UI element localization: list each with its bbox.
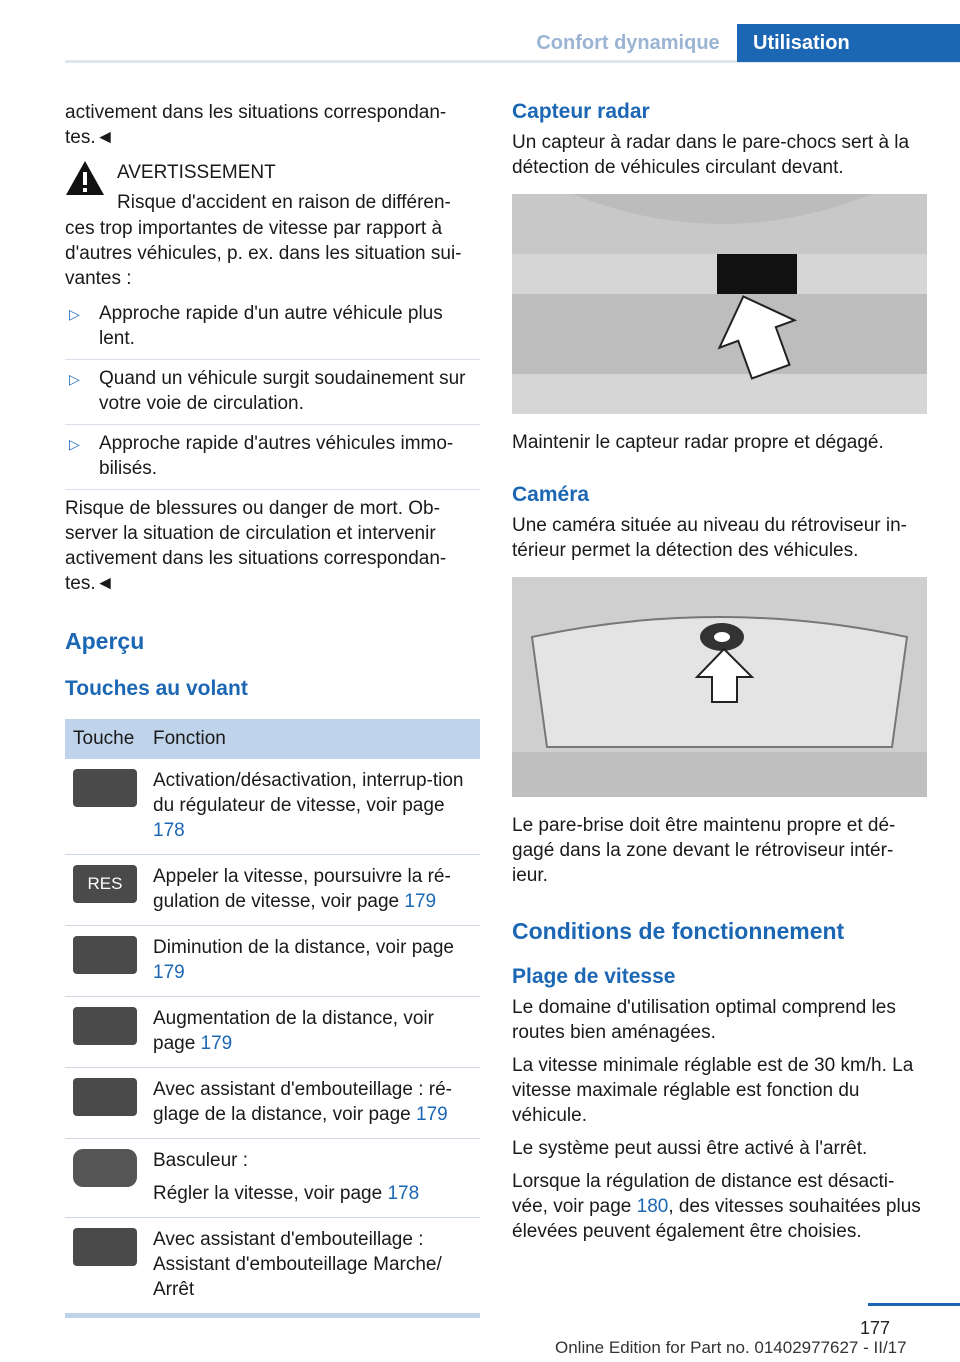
warning-line1: Risque d'accident en raison de différen-: [117, 192, 451, 213]
warning-list: [65, 301, 480, 490]
conditions-heading: Conditions de fonctionnement: [512, 918, 845, 944]
triangle-bullet-icon: ▷: [69, 306, 80, 322]
speed-heading: Plage de vitesse: [512, 965, 676, 988]
table-row: Diminution de la distance, voir page 179: [65, 926, 480, 997]
radar-heading: Capteur radar: [512, 100, 650, 123]
page-link[interactable]: 179: [404, 891, 437, 912]
list-item: ▷ Approche rapide d'autres véhicules immo-bilisés.: [65, 431, 480, 490]
keys-table: [65, 719, 480, 1313]
triangle-bullet-icon: ▷: [69, 436, 80, 452]
table-row: Activation/désactivation, interrup-tion du régulateur de vitesse, voir page 178: [65, 759, 480, 855]
distance-increase-icon: [73, 1007, 137, 1045]
table-bottom-rule: [65, 1313, 480, 1318]
intro-text: activement dans les situations correspondan-tes.◄: [65, 102, 447, 148]
warning-icon: [65, 160, 105, 196]
triangle-bullet-icon: ▷: [69, 371, 80, 387]
speed-text-2: La vitesse minimale réglable est de 30 km/h. La vitesse maximale réglable est fonction du véhicule.: [512, 1055, 914, 1126]
camera-caption: Le pare-brise doit être maintenu propre et dé-gagé dans la zone devant le rétroviseur intér-ieur.: [512, 815, 896, 886]
page-number: 177: [860, 1318, 891, 1338]
header-chapter: Utilisation: [737, 24, 960, 62]
page-link[interactable]: 179: [200, 1033, 233, 1054]
traffic-jam-distance-icon: [73, 1078, 137, 1116]
speed-text-1: Le domaine d'utilisation optimal comprend les routes bien aménagées.: [512, 997, 896, 1043]
keys-heading: Touches au volant: [65, 677, 248, 700]
table-row: Basculeur : Régler la vitesse, voir page 178: [65, 1139, 480, 1218]
table-row: Avec assistant d'embouteillage : ré-glage de la distance, voir page 179: [65, 1068, 480, 1139]
overview-heading: Aperçu: [65, 628, 145, 654]
list-item: ▷ Approche rapide d'un autre véhicule plus lent.: [65, 301, 480, 360]
table-header-row: [65, 719, 480, 759]
warning-body: ces trop importantes de vitesse par rapport à d'autres véhicules, p. ex. dans les situation sui-vantes :: [65, 218, 462, 289]
table-row: Augmentation de la distance, voir page 179: [65, 997, 480, 1068]
table-row: RES Appeler la vitesse, poursuivre la ré-gulation de vitesse, voir page 179: [65, 855, 480, 926]
edition-text: Online Edition for Part no. 01402977627 - II/17: [555, 1338, 907, 1357]
speed-text-4: Lorsque la régulation de distance est désacti-vée, voir page 180, des vitesses souhaitées plus élevées peuvent également être choisies.: [512, 1171, 921, 1242]
col-key-header: Touche: [65, 719, 145, 759]
page-link[interactable]: 180: [636, 1196, 669, 1217]
radar-caption: Maintenir le capteur radar propre et dégagé.: [512, 432, 884, 453]
col-function-header: Fonction: [145, 719, 480, 759]
rocker-icon: [73, 1149, 137, 1187]
cruise-control-icon: [73, 769, 137, 807]
risk-text: Risque de blessures ou danger de mort. Ob-server la situation de circulation et intervenir activement dans les situations correspondan-tes.◄: [65, 498, 447, 594]
list-item: ▷ Quand un véhicule surgit soudainement sur votre voie de circulation.: [65, 366, 480, 425]
distance-decrease-icon: [73, 936, 137, 974]
right-column: [512, 100, 927, 1252]
camera-image: [512, 577, 927, 797]
traffic-jam-assistant-icon: [73, 1228, 137, 1266]
page-link[interactable]: 178: [387, 1183, 420, 1204]
warning-title: AVERTISSEMENT: [117, 162, 276, 183]
page-link[interactable]: 178: [153, 820, 185, 841]
radar-text: Un capteur à radar dans le pare-chocs sert à la détection de véhicules circulant devant.: [512, 132, 910, 178]
speed-text-3: Le système peut aussi être activé à l'arrêt.: [512, 1138, 868, 1159]
table-row: Avec assistant d'embouteillage : Assistant d'embouteillage Marche/ Arrêt: [65, 1218, 480, 1314]
footer-rule: [868, 1303, 960, 1306]
header-section: Confort dynamique: [536, 32, 720, 54]
warning-block: [65, 160, 480, 232]
left-column: [65, 100, 480, 1318]
radar-sensor-image: [512, 194, 927, 414]
page-link[interactable]: 179: [416, 1104, 448, 1125]
res-icon: RES: [73, 865, 137, 903]
camera-heading: Caméra: [512, 483, 590, 506]
camera-text: Une caméra située au niveau du rétroviseur in-térieur permet la détection des véhicules.: [512, 515, 907, 561]
page-link[interactable]: 179: [153, 962, 185, 983]
